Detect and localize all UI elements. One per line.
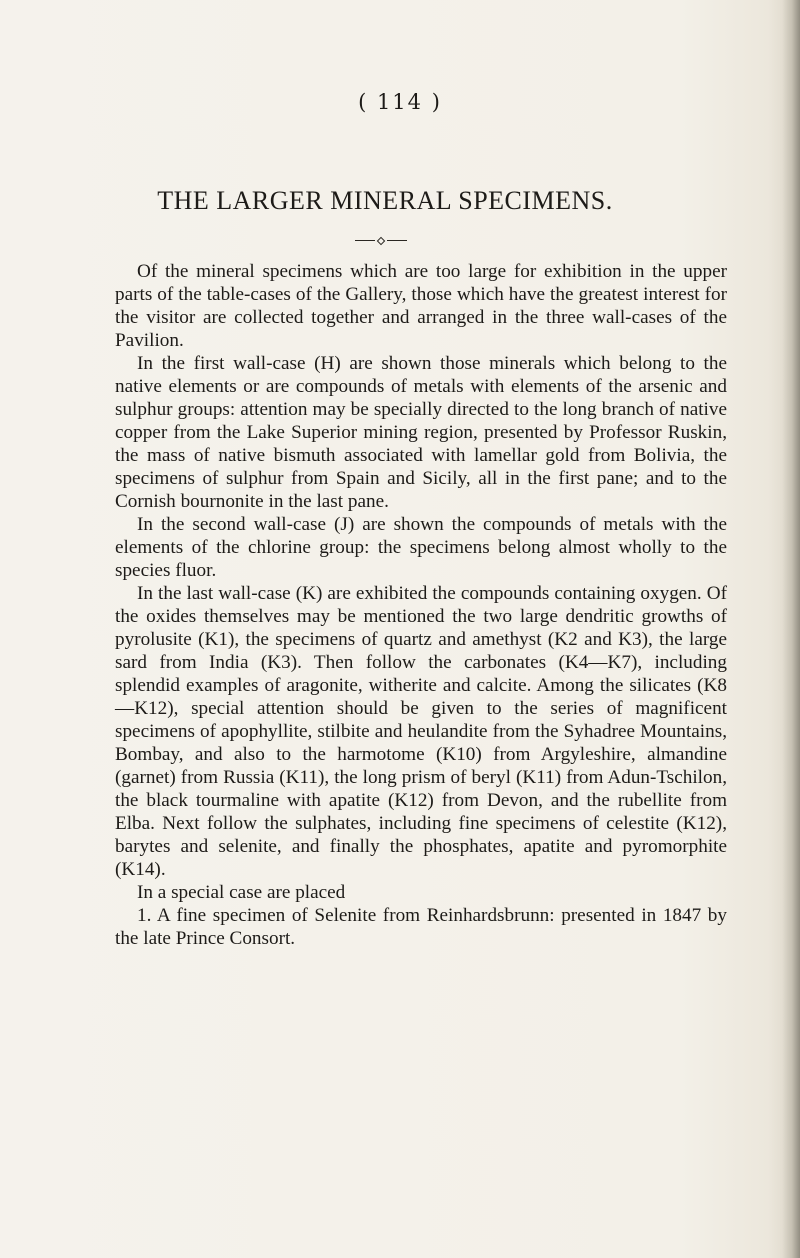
paragraph-wall-case-j: In the second wall-case (J) are shown the compounds of metals with the elements of the chlorine group: the specimens belong almost wholly to the species fluor. (115, 514, 727, 581)
body-text (115, 260, 727, 950)
paragraph-wall-case-k: In the last wall-case (K) are exhibited the compounds containing oxygen. Of the oxides themselves may be mentioned the two large dendritic growths of pyrolusite (K1), the specimens of quartz and amethyst (K2 and K3), the large sard from India (K3). Then follow the carbonates (K4—K7), including splendid examples of aragonite, witherite and calcite. Among the silicates (K8—K12), special attention should be given to the series of magnificent specimens of apophyllite, stilbite and heulandite from the Syhadree Mountains, Bombay, and also to the harmotome (K10) from Argyleshire, almandine (garnet) from Russia (K11), the long prism of beryl (K11) from Adun-Tschilon, the black tourmaline with apatite (K12) from Devon, and the rubellite from Elba. Next follow the sulphates, including fine specimens of celestite (K12), barytes and selenite, and finally the phosphates, apatite and pyromorphite (K14). (115, 583, 727, 880)
paragraph-wall-case-h: In the first wall-case (H) are shown those minerals which belong to the native elements or are compounds of metals with elements of the arsenic and sulphur groups: attention may be specially directed to the long branch of native copper from the Lake Superior mining region, presented by Professor Ruskin, the mass of native bismuth associated with lamellar gold from Bolivia, the specimens of sulphur from Spain and Sicily, all in the first pane; and to the Cornish bournonite in the last pane. (115, 353, 727, 512)
title-ornament (355, 238, 407, 244)
ornament-diamond-icon (377, 237, 385, 245)
page-title: THE LARGER MINERAL SPECIMENS. (157, 186, 613, 215)
page-edge-shadow (782, 0, 800, 1258)
ornament-line-left (355, 240, 375, 241)
page-number: ( 114 ) (358, 90, 442, 114)
paragraph-special-case: In a special case are placed (137, 882, 346, 903)
ornament-line-right (387, 240, 407, 241)
paragraph-item-1: 1. A fine specimen of Selenite from Reinhardsbrunn: presented in 1847 by the late Prince Consort. (115, 905, 727, 949)
paragraph-intro: Of the mineral specimens which are too large for exhibition in the upper parts of the table-cases of the Gallery, those which have the greatest interest for the visitor are collected together and arranged in the three wall-cases of the Pavilion. (115, 261, 727, 351)
